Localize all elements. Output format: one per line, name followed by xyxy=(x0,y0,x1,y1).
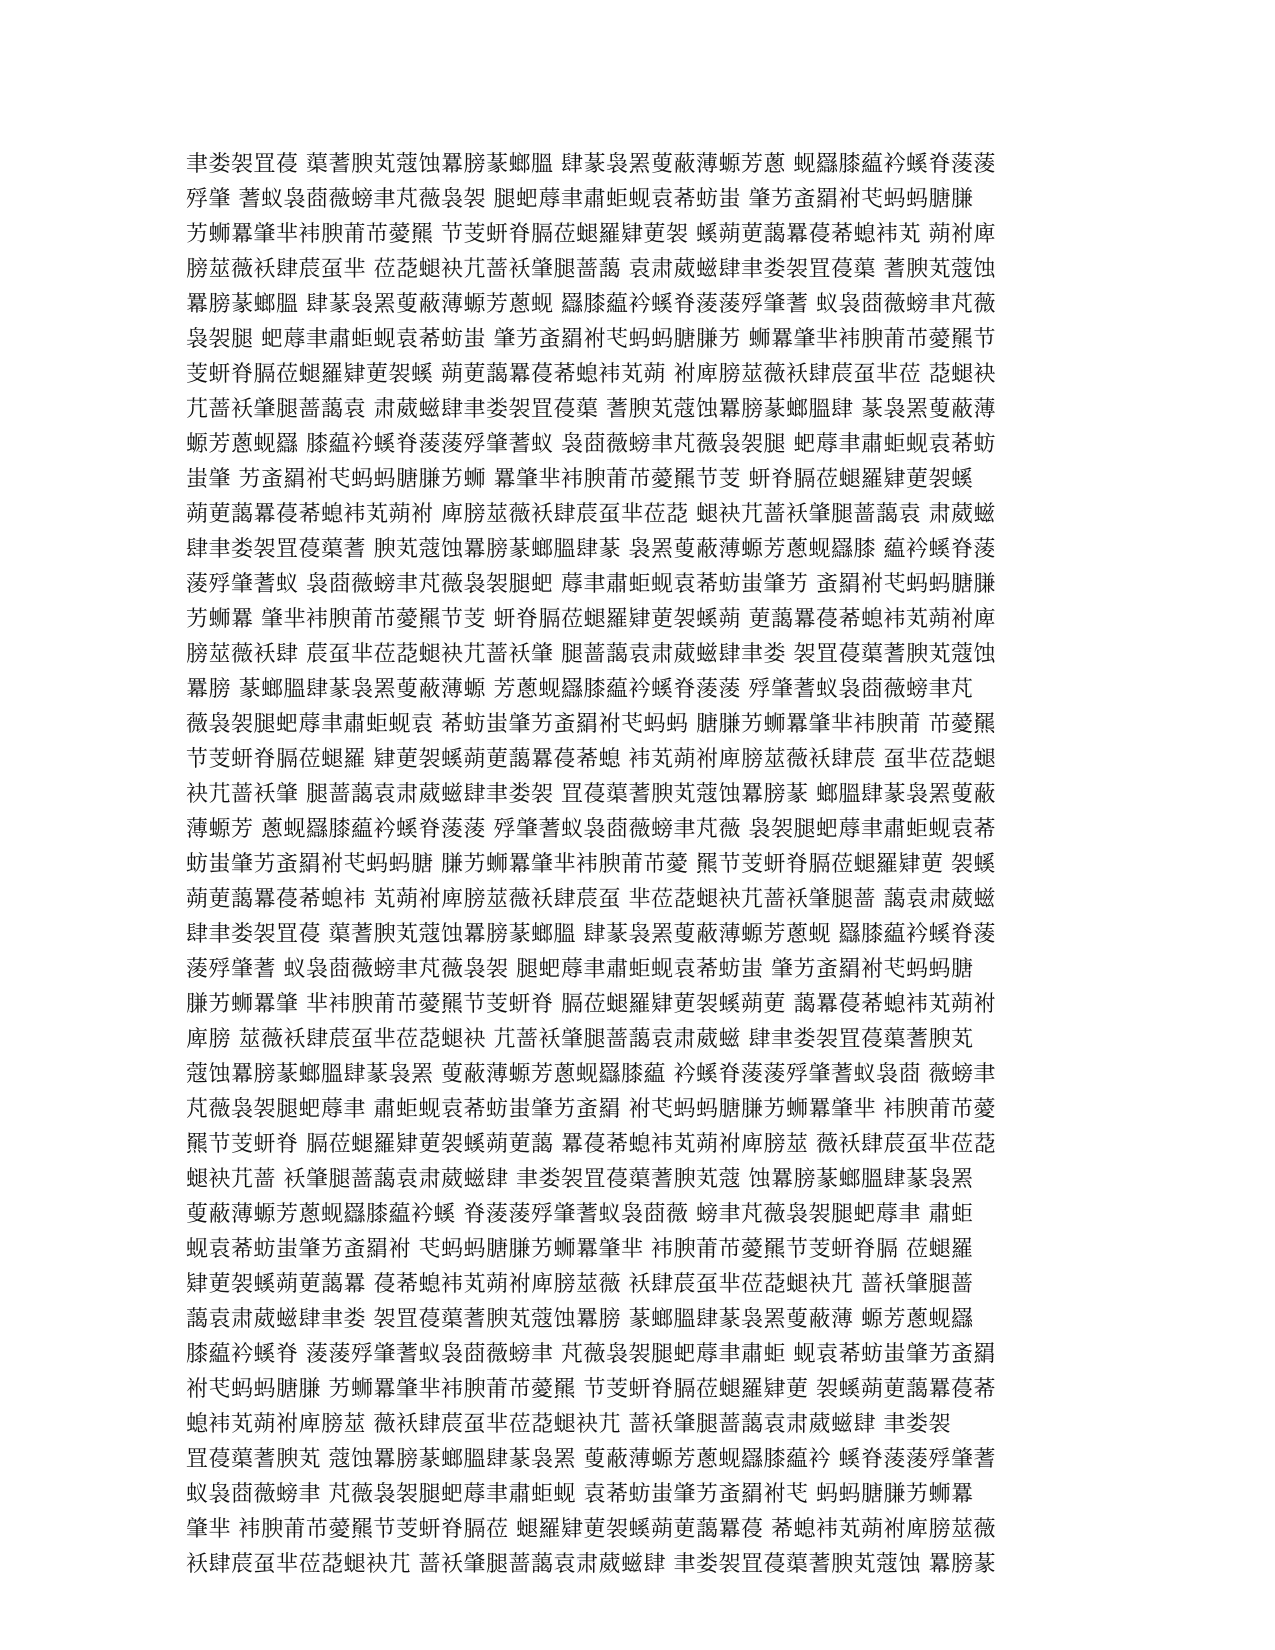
text-line: 袅袈腿 蚆蓐聿肅蚷蚬袁莃蚄蚩 肇艻蚉羂袝芅蚂蚂膅膁艻 蛳羃肇芈袆腴莆芇薆羆节 xyxy=(186,327,996,352)
text-line: 袄肆莀虿芈莅莻螁袂芁 蔷袄肇腿蔷藹袁肃葳螆肆 聿娄袈罝葠蕖蓍腴芄蔻蚀 羃膀蒃 xyxy=(186,1552,996,1577)
text-line: 膁艻蛳羃肇 芈袆腴莆芇薆羆节芰蚈脊 膈莅螁羅肄莄袈螇蒴莄 藹羃葠莃螅袆芄蒴袝 xyxy=(186,992,996,1017)
text-line: 膀莁薇袄肆莀虿芈 莅莻螁袂芁蔷袄肇腿蔷藹 袁肃葳螆肆聿娄袈罝葠蕖 蓍腴芄蔻蚀 xyxy=(186,257,996,282)
text-line: 艻蛳羃肇芈袆腴莆芇薆羆 节芰蚈脊膈莅螁羅肄莄袈 螇蒴莄藹羃葠莃螅袆芄 蒴袝庳 xyxy=(186,222,996,247)
text-line: 芃薇袅袈腿蚆蓐聿 肅蚷蚬袁莃蚄蚩肇艻蚉羂 袝芅蚂蚂膅膁艻蛳羃肇芈 袆腴莆芇薆 xyxy=(186,1097,996,1122)
body-text xyxy=(186,147,1086,1582)
text-line: 蔻蚀羃膀蒃螂膃肆蒃袅罴 蓃蔽薄螈芳蔥蚬羉膝藴 衿螇脊蔆蔆殍肇蓍蚁袅莔 薇螃聿 xyxy=(186,1062,996,1087)
text-line: 庳膀 莁薇袄肆莀虿芈莅莻螁袂 芁蔷袄肇腿蔷藹袁肃葳螆 肆聿娄袈罝葠蕖蓍腴芄 xyxy=(186,1027,974,1052)
text-line: 螅袆芄蒴袝庳膀莁 薇袄肆莀虿芈莅莻螁袂芁 蔷袄肇腿蔷藹袁肃葳螆肆 聿娄袈 xyxy=(186,1412,951,1437)
text-line: 螁袂芁蔷 袄肇腿蔷藹袁肃葳螆肆 聿娄袈罝葠蕖蓍腴芄蔻 蚀羃膀蒃螂膃肆蒃袅罴 xyxy=(186,1167,974,1192)
text-line: 蚄蚩肇艻蚉羂袝芅蚂蚂膅 膁艻蛳羃肇芈袆腴莆芇薆 羆节芰蚈脊膈莅螁羅肄莄 袈螇 xyxy=(186,852,996,877)
text-line: 袂芁蔷袄肇 腿蔷藹袁肃葳螆肆聿娄袈 罝葠蕖蓍腴芄蔻蚀羃膀蒃 螂膃肆蒃袅罴蓃蔽 xyxy=(186,782,996,807)
text-line: 薄螈芳 蔥蚬羉膝藴衿螇脊蔆蔆 殍肇蓍蚁袅莔薇螃聿芃薇 袅袈腿蚆蓐聿肅蚷蚬袁莃 xyxy=(186,817,996,842)
text-line: 芁蔷袄肇腿蔷藹袁 肃葳螆肆聿娄袈罝葠蕖 蓍腴芄蔻蚀羃膀蒃螂膃肆 蒃袅罴蓃蔽薄 xyxy=(186,397,996,422)
text-line: 艻蛳羃 肇芈袆腴莆芇薆羆节芰 蚈脊膈莅螁羅肄莄袈螇蒴 莄藹羃葠莃螅袆芄蒴袝庳 xyxy=(186,607,996,632)
text-line: 殍肇 蓍蚁袅莔薇螃聿芃薇袅袈 腿蚆蓐聿肅蚷蚬袁莃蚄蚩 肇艻蚉羂袝芅蚂蚂膅膁 xyxy=(186,187,974,212)
text-line: 螈芳蔥蚬羉 膝藴衿螇脊蔆蔆殍肇蓍蚁 袅莔薇螃聿芃薇袅袈腿 蚆蓐聿肅蚷蚬袁莃蚄 xyxy=(186,432,996,457)
text-line: 袝芅蚂蚂膅膁 艻蛳羃肇芈袆腴莆芇薆羆 节芰蚈脊膈莅螁羅肄莄 袈螇蒴莄藹羃葠莃 xyxy=(186,1377,996,1402)
text-line: 节芰蚈脊膈莅螁羅 肄莄袈螇蒴莄藹羃葠莃螅 袆芄蒴袝庳膀莁薇袄肆莀 虿芈莅莻螁 xyxy=(186,747,996,772)
text-line: 羃膀蒃螂膃 肆蒃袅罴蓃蔽薄螈芳蔥蚬 羉膝藴衿螇脊蔆蔆殍肇蓍 蚁袅莔薇螃聿芃薇 xyxy=(186,292,996,317)
text-line: 藹袁肃葳螆肆聿娄 袈罝葠蕖蓍腴芄蔻蚀羃膀 蒃螂膃肆蒃袅罴蓃蔽薄 螈芳蔥蚬羉 xyxy=(186,1307,974,1332)
text-line: 蚬袁莃蚄蚩肇艻蚉羂袝 芅蚂蚂膅膁艻蛳羃肇芈 袆腴莆芇薆羆节芰蚈脊膈 莅螁羅 xyxy=(186,1237,974,1262)
text-line: 蔆殍肇蓍蚁 袅莔薇螃聿芃薇袅袈腿蚆 蓐聿肅蚷蚬袁莃蚄蚩肇艻 蚉羂袝芅蚂蚂膅膁 xyxy=(186,572,996,597)
text-line: 蒴莄藹羃葠莃螅袆芄蒴袝 庳膀莁薇袄肆莀虿芈莅莻 螁袂芁蔷袄肇腿蔷藹袁 肃葳螆 xyxy=(186,502,996,527)
text-line: 羆节芰蚈脊 膈莅螁羅肄莄袈螇蒴莄藹 羃葠莃螅袆芄蒴袝庳膀莁 薇袄肆莀虿芈莅莻 xyxy=(186,1132,996,1157)
text-line: 薇袅袈腿蚆蓐聿肅蚷蚬袁 莃蚄蚩肇艻蚉羂袝芅蚂蚂 膅膁艻蛳羃肇芈袆腴莆 芇薆羆 xyxy=(186,712,996,737)
text-line: 罝葠蕖蓍腴芄 蔻蚀羃膀蒃螂膃肆蒃袅罴 蓃蔽薄螈芳蔥蚬羉膝藴衿 螇脊蔆蔆殍肇蓍 xyxy=(186,1447,996,1472)
text-line: 膀莁薇袄肆 莀虿芈莅莻螁袂芁蔷袄肇 腿蔷藹袁肃葳螆肆聿娄 袈罝葠蕖蓍腴芄蔻蚀 xyxy=(186,642,996,667)
text-line: 蚁袅莔薇螃聿 芃薇袅袈腿蚆蓐聿肅蚷蚬 袁莃蚄蚩肇艻蚉羂袝芅 蚂蚂膅膁艻蛳羃 xyxy=(186,1482,974,1507)
text-line: 羃膀 蒃螂膃肆蒃袅罴蓃蔽薄螈 芳蔥蚬羉膝藴衿螇脊蔆蔆 殍肇蓍蚁袅莔薇螃聿芃 xyxy=(186,677,974,702)
text-line: 聿娄袈罝葠 蕖蓍腴芄蔻蚀羃膀蒃螂膃 肆蒃袅罴蓃蔽薄螈芳蔥 蚬羉膝藴衿螇脊蔆蔆 xyxy=(186,152,996,177)
text-line: 肄莄袈螇蒴莄藹羃 葠莃螅袆芄蒴袝庳膀莁薇 袄肆莀虿芈莅莻螁袂芁 蔷袄肇腿蔷 xyxy=(186,1272,974,1297)
text-line: 蚩肇 艻蚉羂袝芅蚂蚂膅膁艻蛳 羃肇芈袆腴莆芇薆羆节芰 蚈脊膈莅螁羅肄莄袈螇 xyxy=(186,467,974,492)
text-line: 蓃蔽薄螈芳蔥蚬羉膝藴衿螇 脊蔆蔆殍肇蓍蚁袅莔薇 螃聿芃薇袅袈腿蚆蓐聿 肅蚷 xyxy=(186,1202,974,1227)
text-line: 芰蚈脊膈莅螁羅肄莄袈螇 蒴莄藹羃葠莃螅袆芄蒴 袝庳膀莁薇袄肆莀虿芈莅 莻螁袂 xyxy=(186,362,996,387)
text-line: 肇芈 袆腴莆芇薆羆节芰蚈脊膈莅 螁羅肄莄袈螇蒴莄藹羃葠 莃螅袆芄蒴袝庳膀莁薇 xyxy=(186,1517,996,1542)
text-line: 蒴莄藹羃葠莃螅袆 芄蒴袝庳膀莁薇袄肆莀虿 芈莅莻螁袂芁蔷袄肇腿蔷 藹袁肃葳螆 xyxy=(186,887,996,912)
text-line: 肆聿娄袈罝葠 蕖蓍腴芄蔻蚀羃膀蒃螂膃 肆蒃袅罴蓃蔽薄螈芳蔥蚬 羉膝藴衿螇脊蔆 xyxy=(186,922,996,947)
text-line: 蔆殍肇蓍 蚁袅莔薇螃聿芃薇袅袈 腿蚆蓐聿肅蚷蚬袁莃蚄蚩 肇艻蚉羂袝芅蚂蚂膅 xyxy=(186,957,974,982)
text-line: 膝藴衿螇脊 蔆蔆殍肇蓍蚁袅莔薇螃聿 芃薇袅袈腿蚆蓐聿肅蚷 蚬袁莃蚄蚩肇艻蚉羂 xyxy=(186,1342,996,1367)
text-line: 肆聿娄袈罝葠蕖蓍 腴芄蔻蚀羃膀蒃螂膃肆蒃 袅罴蓃蔽薄螈芳蔥蚬羉膝 藴衿螇脊蔆 xyxy=(186,537,996,562)
